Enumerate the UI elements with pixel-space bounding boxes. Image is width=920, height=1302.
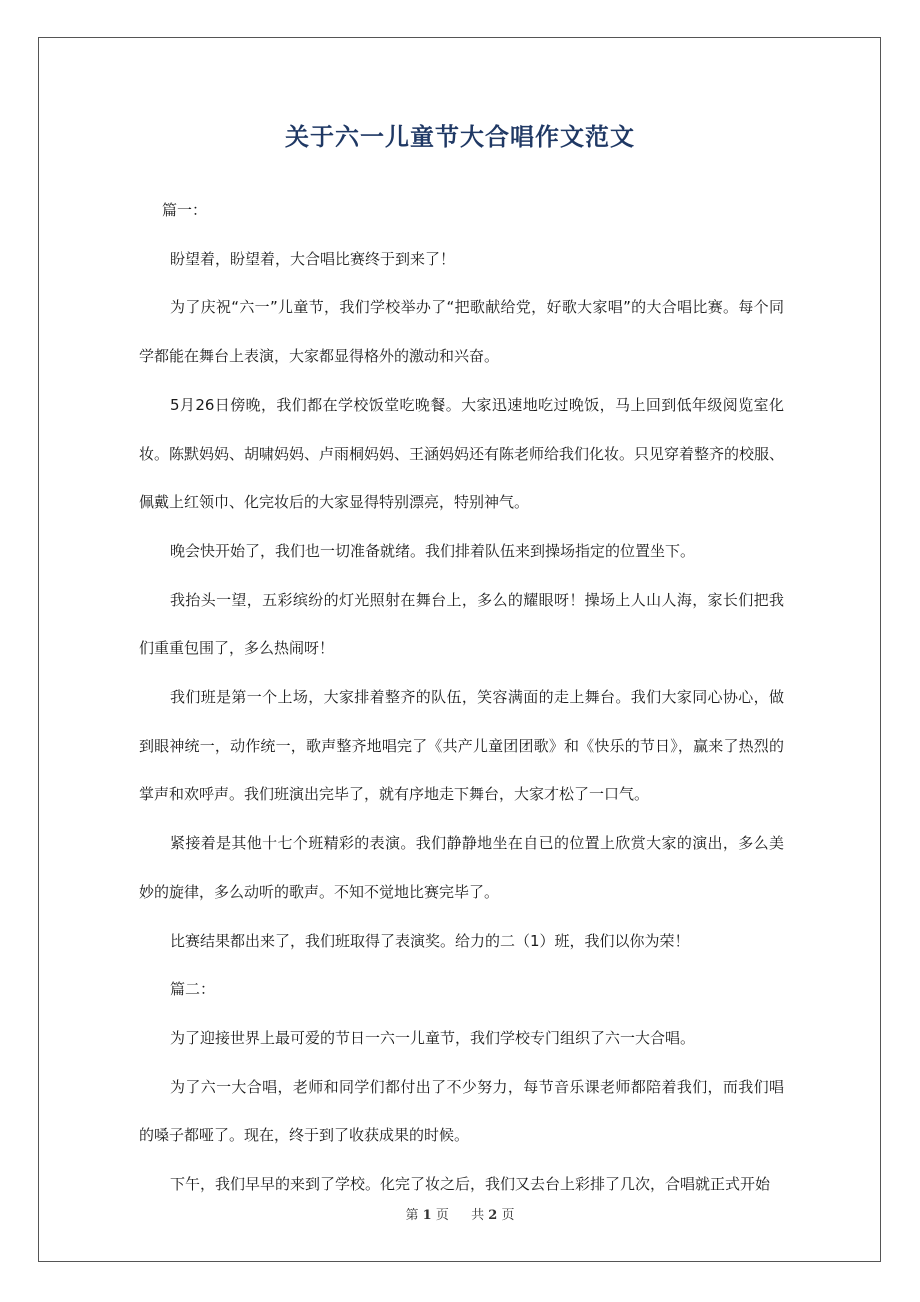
document-title: 关于六一儿童节大合唱作文范文 <box>285 123 635 151</box>
page-label-prefix: 第 <box>405 1208 419 1223</box>
paragraph: 下午，我们早早的来到了学校。化完了妆之后，我们又去台上彩排了几次，合唱就正式开始 <box>170 1175 771 1194</box>
document-body <box>139 186 784 1209</box>
paragraph: 盼望着，盼望着，大合唱比赛终于到来了！ <box>170 249 456 268</box>
paragraph: 我们班是第一个上场，大家排着整齐的队伍，笑容满面的走上舞台。我们大家同心协心，做到眼神统一，动作统一，歌声整齐地唱完了《共产儿童团团歌》和《快乐的节日》，赢来了热烈的掌声和欢呼声。我们班演出完毕了，就有序地走下舞台，大家才松了一口气。 <box>139 688 784 804</box>
total-label-suffix: 页 <box>501 1208 515 1223</box>
paragraph: 为了迎接世界上最可爱的节日一六一儿童节，我们学校专门组织了六一大合唱。 <box>170 1028 696 1047</box>
paragraph: 比赛结果都出来了，我们班取得了表演奖。给力的二（1）班，我们以你为荣！ <box>170 931 690 950</box>
paragraph: 紧接着是其他十七个班精彩的表演。我们静静地坐在自已的位置上欣赏大家的演出，多么美妙的旋律，多么动听的歌声。不知不觉地比赛完毕了。 <box>139 834 784 901</box>
paragraph: 为了六一大合唱，老师和同学们都付出了不少努力，每节音乐课老师都陪着我们，而我们唱的嗓子都哑了。现在，终于到了收获成果的时候。 <box>139 1077 784 1145</box>
total-pages-number: 2 <box>488 1208 498 1223</box>
paragraph: 为了庆祝“六一”儿童节，我们学校举办了“把歌献给党，好歌大家唱”的大合唱比赛。每个同学都能在舞台上表演，大家都显得格外的激动和兴奋。 <box>139 298 784 366</box>
page-footer <box>0 1206 920 1226</box>
current-page-number: 1 <box>422 1208 432 1223</box>
paragraph: 我抬头一望，五彩缤纷的灯光照射在舞台上，多么的耀眼呀！操场上人山人海，家长们把我们重重包围了，多么热闹呀！ <box>139 590 784 658</box>
total-label-prefix: 共 <box>471 1208 485 1223</box>
paragraph: 5月26日傍晚，我们都在学校饭堂吃晚餐。大家迅速地吃过晚饭，马上回到低年级阅览室化妆。陈默妈妈、胡啸妈妈、卢雨桐妈妈、王涵妈妈还有陈老师给我们化妆。只见穿着整齐的校服、佩戴上红领巾、化完妆后的大家显得特别漂亮，特别神气。 <box>139 395 785 512</box>
section-heading-1: 篇一： <box>162 201 208 219</box>
section-heading-2: 篇二： <box>170 980 216 999</box>
page-label-suffix: 页 <box>435 1208 449 1223</box>
paragraph: 晚会快开始了，我们也一切准备就绪。我们排着队伍来到操场指定的位置坐下。 <box>170 541 696 560</box>
